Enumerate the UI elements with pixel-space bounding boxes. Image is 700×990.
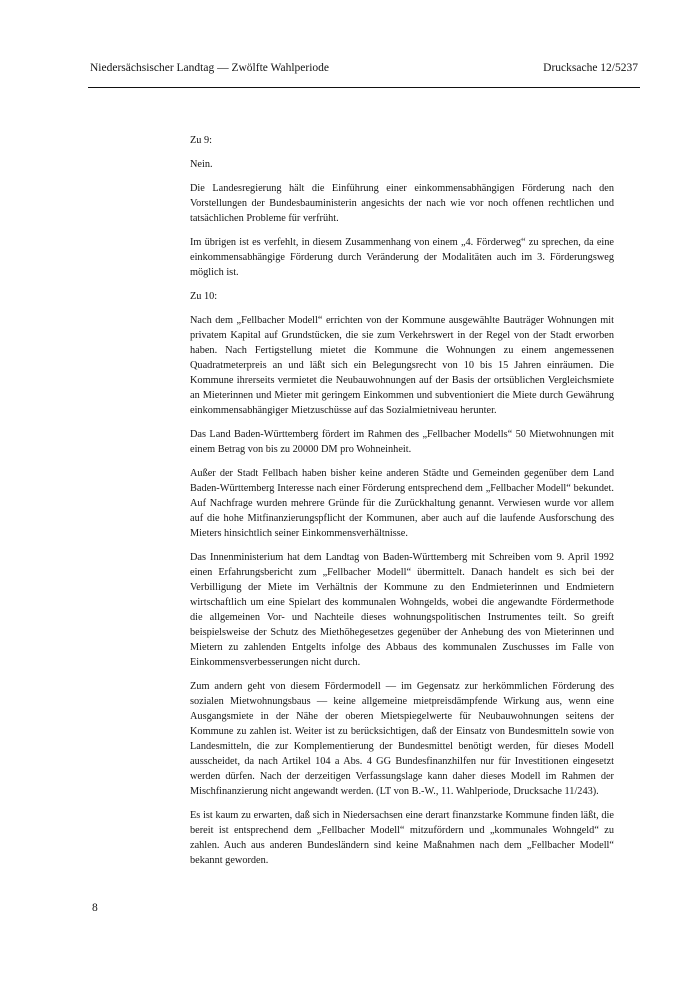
document-number: Drucksache 12/5237	[543, 62, 638, 74]
body-paragraph: Das Innenministerium hat dem Landtag von Baden-Württemberg mit Schreiben vom 9. April 1992 einen Erfahrungsbericht zum „Fellbacher Modell“ übermittelt. Danach handelt es sich bei der Verbilligung der Miete im Verhältnis der Kommune zu den Endmieterinnen und Endmietern wirtschaftlich um eine Spielart des kommunalen Wohngelds, wobei die angewandte Fördermethode die allgemeinen Vor- und Nachteile dieses wohnungspolitischen Instrumentes teilt. So greift beispielsweise der Schutz des Miethöhegesetzes gegenüber der Anhebung des von Mieterinnen und Mietern zu zahlenden Entgelts infolge des Abbaus des kommunalen Zuschusses im Falle von Einkommensverbesserungen nicht durch.	[190, 552, 614, 668]
body-paragraph: Im übrigen ist es verfehlt, in diesem Zusammenhang von einem „4. Förderweg“ zu sprechen, da eine einkommensabhängige Förderung durch Veränderung der Modalitäten auch im 3. Förderungsweg möglich ist.	[190, 237, 614, 278]
body-paragraph: Nach dem „Fellbacher Modell“ errichten von der Kommune ausgewählte Bauträger Wohnungen mit privatem Kapital auf Grundstücken, die sie zum Verkehrswert in der Regel von der Stadt erworben haben. Nach Fertigstellung mietet die Kommune die Wohnungen zu einem angemessenen Quadratmeterpreis an und läßt sich ein Belegungsrecht von 10 bis 15 Jahren einräumen. Die Kommune ihrerseits vermietet die Neubauwohnungen auf der Basis der ortsüblichen Vergleichsmiete an Mieterinnen und Mieter mit geringem Einkommen und subventioniert die Miete durch Gewährung einkommensabhängiger Mietzuschüsse auf das Sozialmietniveau herunter.	[190, 315, 614, 416]
document-body	[190, 133, 614, 877]
answer-nein: Nein.	[190, 159, 213, 170]
body-paragraph: Außer der Stadt Fellbach haben bisher keine anderen Städte und Gemeinden gegenüber dem Land Baden-Württemberg Interesse nach einer Förderung entsprechend dem „Fellbacher Modell“ bekundet. Auf Nachfrage wurden mehrere Gründe für die Zurückhaltung genannt. Verwiesen wurde vor allem auf die hohe Mitfinanzierungspflicht der Kommunen, aber auch auf die laufende Ausforschung des Mieters hinsichtlich seiner Einkommensverhältnisse.	[190, 468, 614, 539]
body-paragraph: Das Land Baden-Württemberg fördert im Rahmen des „Fellbacher Modells“ 50 Mietwohnungen mit einem Betrag von bis zu 20000 DM pro Wohneinheit.	[190, 429, 614, 455]
heading-zu-9: Zu 9:	[190, 135, 213, 146]
heading-zu-10: Zu 10:	[190, 291, 218, 302]
body-paragraph: Es ist kaum zu erwarten, daß sich in Niedersachsen eine derart finanzstarke Kommune finden läßt, die bereit ist entsprechend dem „Fellbacher Modell“ mitzufördern und „kommunales Wohngeld“ zu zahlen. Auch aus anderen Bundesländern sind keine Maßnahmen nach dem „Fellbacher Modell“ bekannt geworden.	[190, 810, 614, 866]
body-paragraph: Zum andern geht von diesem Fördermodell — im Gegensatz zur herkömmlichen Förderung des sozialen Mietwohnungsbaus — keine allgemeine mietpreisdämpfende Wirkung aus, wenn eine Ausgangsmiete in der Nähe der oberen Mietspiegelwerte für Neubauwohnungen seitens der Kommune zu zahlen ist. Weiter ist zu berücksichtigen, daß der Einsatz von Bundesmitteln sowie von Landesmitteln, die zur Komplementierung der Bundesmittel benötigt werden, für dieses Modell ausscheidet, da nach Artikel 104 a Abs. 4 GG Bundesfinanzhilfen nur für Investitionen eingesetzt werden dürfen. Nach der derzeitigen Verfassungslage kann daher dieses Modell im Rahmen der Mischfinanzierung nicht angewandt werden. (LT von B.-W., 11. Wahlperiode, Drucksache 11/243).	[190, 681, 614, 797]
header-rule	[88, 87, 640, 88]
header-title: Niedersächsischer Landtag — Zwölfte Wahlperiode	[90, 62, 329, 74]
page-number: 8	[92, 902, 98, 914]
body-paragraph: Die Landesregierung hält die Einführung einer einkommensabhängigen Förderung nach den Vorstellungen der Bundesbauministerin angesichts der nach wie vor noch offenen rechtlichen und tatsächlichen Probleme für verfrüht.	[190, 183, 614, 224]
